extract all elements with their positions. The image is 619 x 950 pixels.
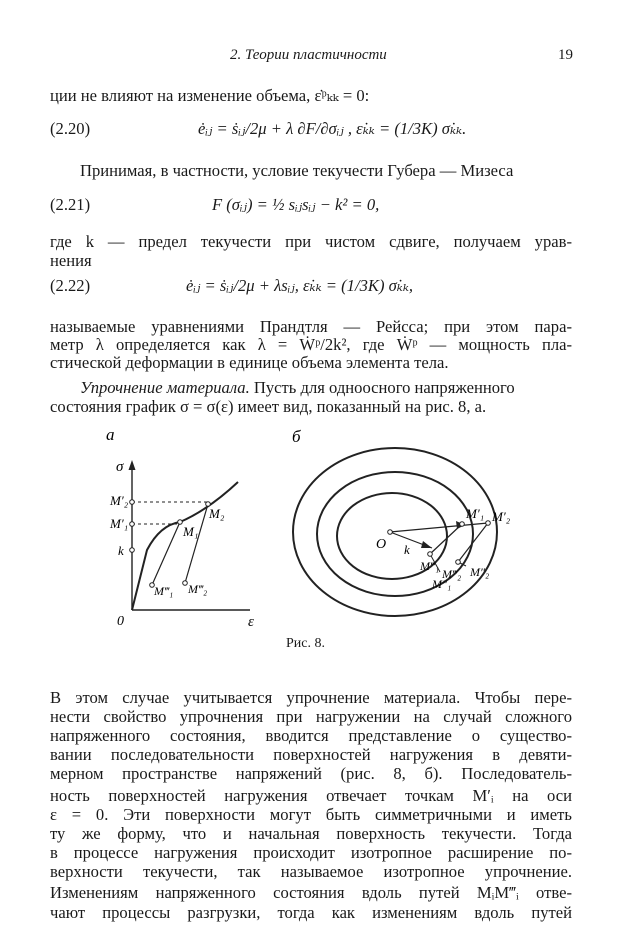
label-m2: M₂ xyxy=(209,506,225,521)
label-m2ppp: M‴₂ xyxy=(188,582,208,596)
label-m2p: M′₂ xyxy=(110,493,129,508)
text-line: напряженного состояния, вводится представление о существо- xyxy=(50,726,572,745)
figure-panel-a xyxy=(80,420,280,635)
point-b-m2p xyxy=(486,521,491,526)
text-line: ции не влияют на изменение объема, ε̇ᵖₖₖ = 0: xyxy=(50,86,370,105)
label-b-m2p: M′₂ xyxy=(492,509,511,524)
text-line: ту же форму, что и начальная поверхность текучести. Тогда xyxy=(50,824,572,843)
point-b-m1p xyxy=(460,522,465,527)
unload-line-2 xyxy=(185,504,208,583)
text-line: Принимая, в частности, условие текучести Губера — Мизеса xyxy=(80,161,514,180)
text-line: чают процессы разгрузки, тогда как изменениям вдоль путей xyxy=(50,903,572,922)
label-b-m1p: M′₁ xyxy=(466,506,485,521)
point-k xyxy=(130,548,135,553)
label-m1p: M′₁ xyxy=(110,516,129,531)
label-o: O xyxy=(376,537,387,552)
section-run-in: Упрочнение материала. xyxy=(80,378,250,397)
unload-line-1 xyxy=(152,522,180,585)
panel-label-a: а xyxy=(106,425,115,444)
label-b-m2ppp: M‴₂ xyxy=(442,567,462,581)
point-b-m2ppp xyxy=(456,560,461,565)
text-line: в процессе нагружения происходит изотропное расширение по- xyxy=(50,843,572,862)
sigma-axis-label: σ xyxy=(116,459,124,475)
point-b-m1ppp xyxy=(428,552,433,557)
equation-number: (2.21) xyxy=(50,195,91,214)
label-b-k: k xyxy=(404,542,410,557)
figure-caption: Рис. 8. xyxy=(286,636,325,651)
point-o xyxy=(388,530,393,535)
point-m2p xyxy=(130,500,135,505)
label-b-m1ppp: M‴₁ xyxy=(420,559,440,573)
origin-label: 0 xyxy=(117,614,124,629)
equation-2-22: ėᵢⱼ = ṡᵢⱼ/2μ + λsᵢⱼ, ε̇ₖₖ = (1/3K) σ̇ₖₖ, xyxy=(186,276,414,295)
figure-panel-b xyxy=(280,420,520,635)
point-m1p xyxy=(130,522,135,527)
point-m2ppp xyxy=(183,581,188,586)
equation-number: (2.22) xyxy=(50,276,91,295)
text-line: ε = 0. Эти поверхности могут быть симметричными и иметь xyxy=(50,805,572,824)
text-line: В этом случае учитывается упрочнение материала. Чтобы пере- xyxy=(50,688,572,707)
equation-2-20: ėᵢⱼ = ṡᵢⱼ/2μ + λ ∂F/∂σᵢⱼ , ε̇ₖₖ = (1/3K) σ̇ₖₖ. xyxy=(198,119,467,138)
stress-strain-curve xyxy=(132,482,238,610)
panel-label-b: б xyxy=(292,427,301,446)
chapter-title: 2. Теории пластичности xyxy=(230,47,387,63)
text-run: Пусть для одноосного напряженного xyxy=(249,378,515,397)
page-number: 19 xyxy=(558,47,573,63)
sigma-arrowhead xyxy=(129,460,136,470)
text-line: вании последовательности поверхностей нагружения в девяти- xyxy=(50,745,572,764)
text-line: нести свойство упрочнения при нагружении на случай сложного xyxy=(50,707,572,726)
eps-axis-label: ε xyxy=(248,614,254,630)
text-line: метр λ определяется как λ = Ẇᵖ/2k², где Ẇᵖ — мощность пла- xyxy=(50,335,572,354)
label-b-m2pp: M″₂ xyxy=(470,565,490,579)
equation-2-21: F (σᵢⱼ) = ½ sᵢⱼsᵢⱼ − k² = 0, xyxy=(212,195,380,214)
text-line: стической деформации в единице объема элемента тела. xyxy=(50,353,449,372)
label-k: k xyxy=(118,543,124,558)
k-arrowhead xyxy=(421,541,432,548)
label-m1ppp: M‴₁ xyxy=(154,584,174,598)
text-line: Изменениям напряженного состояния вдоль путей MᵢM‴ᵢ отве- xyxy=(50,883,572,902)
text-line: где k — предел текучести при чистом сдвиге, получаем урав- xyxy=(50,232,572,251)
text-line: верхности текучести, так называемое изотропное упрочнение. xyxy=(50,862,572,881)
equation-number: (2.20) xyxy=(50,119,91,138)
text-line xyxy=(80,378,572,398)
text-line: называемые уравнениями Прандтля — Рейсса; при этом пара- xyxy=(50,317,572,336)
text-line: мерном пространстве напряжений (рис. 8, б). Последователь- xyxy=(50,764,572,783)
running-header xyxy=(0,47,619,67)
text-line: ность поверхностей нагружения отвечает точкам M′ᵢ на оси xyxy=(50,786,572,805)
label-b-m1pp: M″₁ xyxy=(432,577,452,591)
text-line: нения xyxy=(50,251,92,270)
label-m1: M₁ xyxy=(183,524,199,539)
point-m1 xyxy=(178,520,183,525)
text-line: состояния график σ = σ(ε) имеет вид, показанный на рис. 8, а. xyxy=(50,397,487,416)
